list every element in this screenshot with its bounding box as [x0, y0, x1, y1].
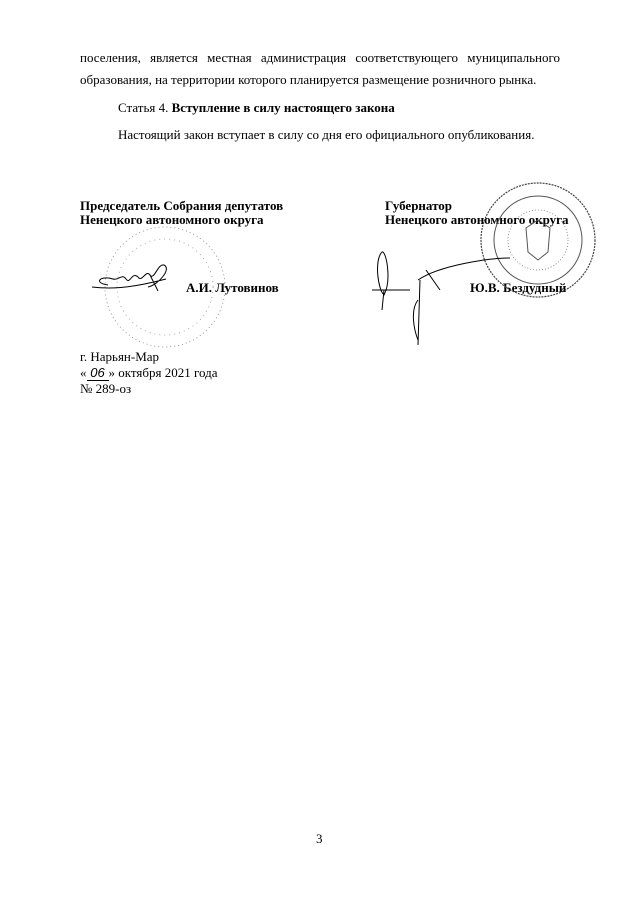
article-title: Вступление в силу настоящего закона — [171, 100, 395, 115]
signing-date — [80, 365, 218, 381]
right-signer-title-2: Ненецкого автономного округа — [385, 212, 569, 227]
paragraph-line: образования, на территории которого планируется размещение розничного рынка. — [80, 72, 537, 87]
date-open-quote: « — [80, 365, 87, 380]
left-signer-name: А.И. Лутовинов — [186, 280, 279, 295]
article-prefix: Статья 4. — [118, 100, 169, 115]
signature-left — [88, 255, 178, 300]
right-signer-name: Ю.В. Бездудный — [470, 280, 567, 295]
article-text: Настоящий закон вступает в силу со дня его официального опубликования. — [118, 127, 535, 142]
left-signer-title-2: Ненецкого автономного округа — [80, 212, 264, 227]
paragraph-line: поселения, является местная администрация соответствующего муниципального — [80, 50, 560, 65]
article-heading — [118, 100, 395, 115]
city: г. Нарьян-Мар — [80, 349, 160, 364]
left-signer-title-1: Председатель Собрания депутатов — [80, 198, 284, 213]
signature-right — [370, 240, 520, 350]
date-day: 06 — [87, 365, 109, 381]
right-signer-title-1: Губернатор — [385, 198, 453, 213]
law-number: № 289-оз — [80, 381, 132, 396]
page-number: 3 — [316, 831, 323, 846]
date-rest: » октября 2021 года — [108, 365, 218, 380]
